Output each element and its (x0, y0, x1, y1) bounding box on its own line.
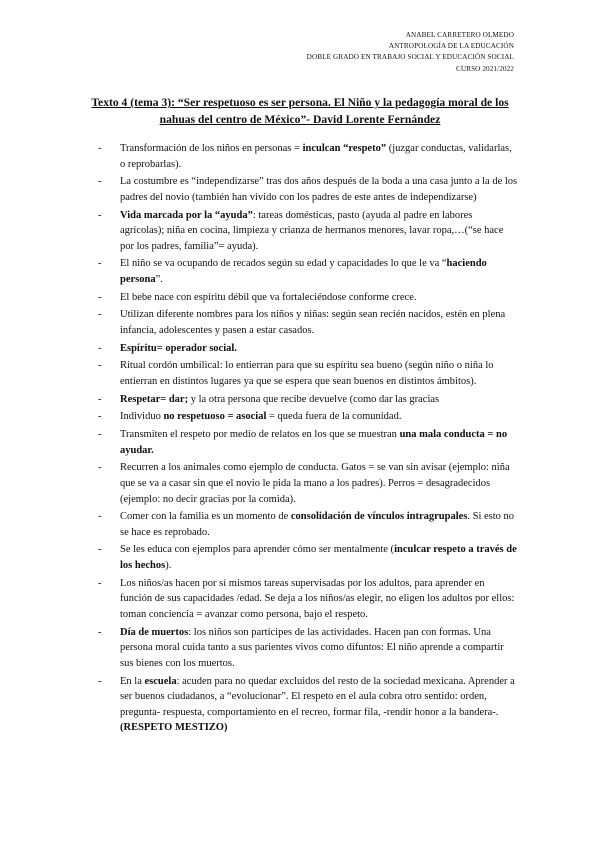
bullet-text: El bebe nace con espíritu débil que va fortaleciéndose conforme crece. (120, 291, 417, 303)
bullet-item (98, 427, 518, 458)
bullet-bold-text: Día de muertos (120, 626, 189, 638)
bullet-item (98, 392, 518, 408)
bullet-marker: - (98, 675, 102, 687)
bullet-text: Transmiten el respeto por medio de relatos en los que se muestran (120, 429, 400, 441)
bullet-text: y la otra persona que recibe devuelve (como dar las gracias (188, 393, 440, 405)
bullet-marker: - (98, 511, 102, 523)
bullet-text: Individuo (120, 411, 164, 423)
bullet-item (98, 290, 518, 306)
bullet-text: Transformación de los niños en personas = (120, 143, 303, 154)
bullet-marker: - (98, 577, 102, 589)
bullet-bold-text: inculcar respeto a través de los hechos (120, 544, 517, 572)
bullet-marker: - (98, 544, 102, 556)
bullet-marker: - (98, 143, 102, 154)
bullet-text: ). (165, 560, 172, 572)
bullet-item (98, 460, 518, 507)
document-header (307, 30, 514, 75)
bullet-marker: - (98, 291, 102, 303)
bullet-bold-text: Espíritu= operador social. (120, 342, 237, 354)
bullet-item (98, 208, 518, 255)
bullet-item (98, 341, 518, 357)
bullet-list (98, 141, 518, 738)
bullet-item (98, 174, 518, 205)
bullet-bold-text: Respetar= dar; (120, 393, 189, 405)
bullet-text: ”. (155, 274, 163, 286)
bullet-marker: - (98, 309, 102, 321)
bullet-item (98, 358, 518, 389)
bullet-text: (juzgar conductas, validarlas, o reprobarlas). (120, 143, 512, 170)
bullet-item (98, 307, 518, 338)
bullet-marker: - (98, 209, 102, 221)
bullet-bold-text: haciendo persona (120, 258, 487, 286)
bullet-text: En la (120, 675, 145, 687)
bullet-text: Utilizan diferente nombres para los niños y niñas: según sean recién nacidos, estén en plena infancia, adolescentes y pasen a estar casados. (120, 309, 506, 336)
bullet-text: La costumbre es “independizarse” tras dos años después de la boda a una casa junto a la de los padres del novio (también han vivido con los padres de este antes de independizarse) (120, 176, 518, 203)
bullet-item (98, 576, 518, 623)
bullet-bold-text: (RESPETO MESTIZO) (120, 722, 228, 734)
bullet-item (98, 509, 518, 540)
bullet-text: Recurren a los animales como ejemplo de conducta. Gatos = se van sin avisar (ejemplo: niña que se va a casar sin que el novio le pida la mano a los padres). Perros = desagradecidos (ejemplo: no decir gracias por la comida). (120, 462, 510, 505)
bullet-marker: - (98, 429, 102, 441)
bullet-bold-text: escuela (144, 675, 177, 687)
bullet-item (98, 542, 518, 573)
bullet-text: Se les educa con ejemplos para aprender cómo ser mentalmente ( (120, 544, 395, 556)
bullet-bold-text: Vida marcada por la “ayuda” (120, 209, 253, 221)
bullet-item (98, 141, 518, 172)
bullet-text: : tareas domésticas, pasto (ayuda al padre en labores agrícolas); niña en cocina, limpieza y crianza de hermanos menores, lavar ropa,…(“se hace por los padres, familia”= ayuda). (120, 209, 504, 252)
bullet-item (98, 409, 518, 425)
bullet-item (98, 256, 518, 287)
bullet-text: : acuden para no quedar excluidos del resto de la sociedad mexicana. Aprender a ser buenos ciudadanos, a “evolucionar”. El respeto en el aula cobra otro sentido: orden, pregunta- respuesta, comportamiento en el recreo, formar fila, -rendir honor a la bandera-. (120, 675, 515, 718)
subject-name: ANTROPOLOGÍA DE LA EDUCACIÓN (388, 42, 514, 51)
bullet-bold-text: una mala conducta = no ayudar. (120, 429, 508, 456)
bullet-bold-text: inculcan “respeto” (302, 143, 387, 154)
bullet-marker: - (98, 176, 102, 188)
author-name: ANABEL CARRETERO OLMEDO (405, 31, 514, 39)
bullet-marker: - (98, 342, 102, 354)
bullet-marker: - (98, 258, 102, 270)
bullet-marker: - (98, 626, 102, 638)
bullet-marker: - (98, 462, 102, 474)
bullet-text: El niño se va ocupando de recados según su edad y capacidades lo que le va “ (120, 258, 447, 270)
bullet-text: : los niños son partícipes de las actividades. Hacen pan con formas. Una persona moral cuida tanto a sus parientes vivos como difuntos: El niño aprende a compartir sus bienes con los muertos. (120, 626, 504, 669)
degree-name: DOBLE GRADO EN TRABAJO SOCIAL Y EDUCACIÓN SOCIAL (306, 53, 514, 62)
bullet-marker: - (98, 411, 102, 423)
document-title: Texto 4 (tema 3): “Ser respetuoso es ser persona. El Niño y la pedagogía moral de los nahuas del centro de México”- David Lorente Fernández (91, 96, 509, 126)
bullet-text: Ritual cordón umbilical: lo entierran para que su espíritu sea bueno (según niño o niña lo entierran en distintos lugares ya que se espera que sean buenos en distintos ámbitos). (120, 360, 494, 387)
bullet-text: Los niños/as hacen por sí mismos tareas supervisadas por los adultos, para aprender en función de sus capacidades /edad. Se deja a los niños/as elegir, no eligen los adultos por ellos: toman conciencia = avanzar como persona, bajo el respeto. (120, 577, 515, 620)
bullet-text: Comer con la familia es un momento de (120, 511, 291, 523)
course-year: CURSO 2021/2022 (455, 64, 514, 73)
bullet-bold-text: consolidación de vínculos intragrupales (290, 511, 468, 523)
bullet-item (98, 625, 518, 672)
bullet-bold-text: no respetuoso = asocial (163, 411, 267, 423)
bullet-marker: - (98, 360, 102, 372)
bullet-marker: - (98, 393, 102, 405)
bullet-text: = queda fuera de la comunidad. (266, 411, 402, 423)
bullet-text: . Si esto no se hace es reprobado. (120, 511, 515, 538)
bullet-item (98, 674, 518, 736)
